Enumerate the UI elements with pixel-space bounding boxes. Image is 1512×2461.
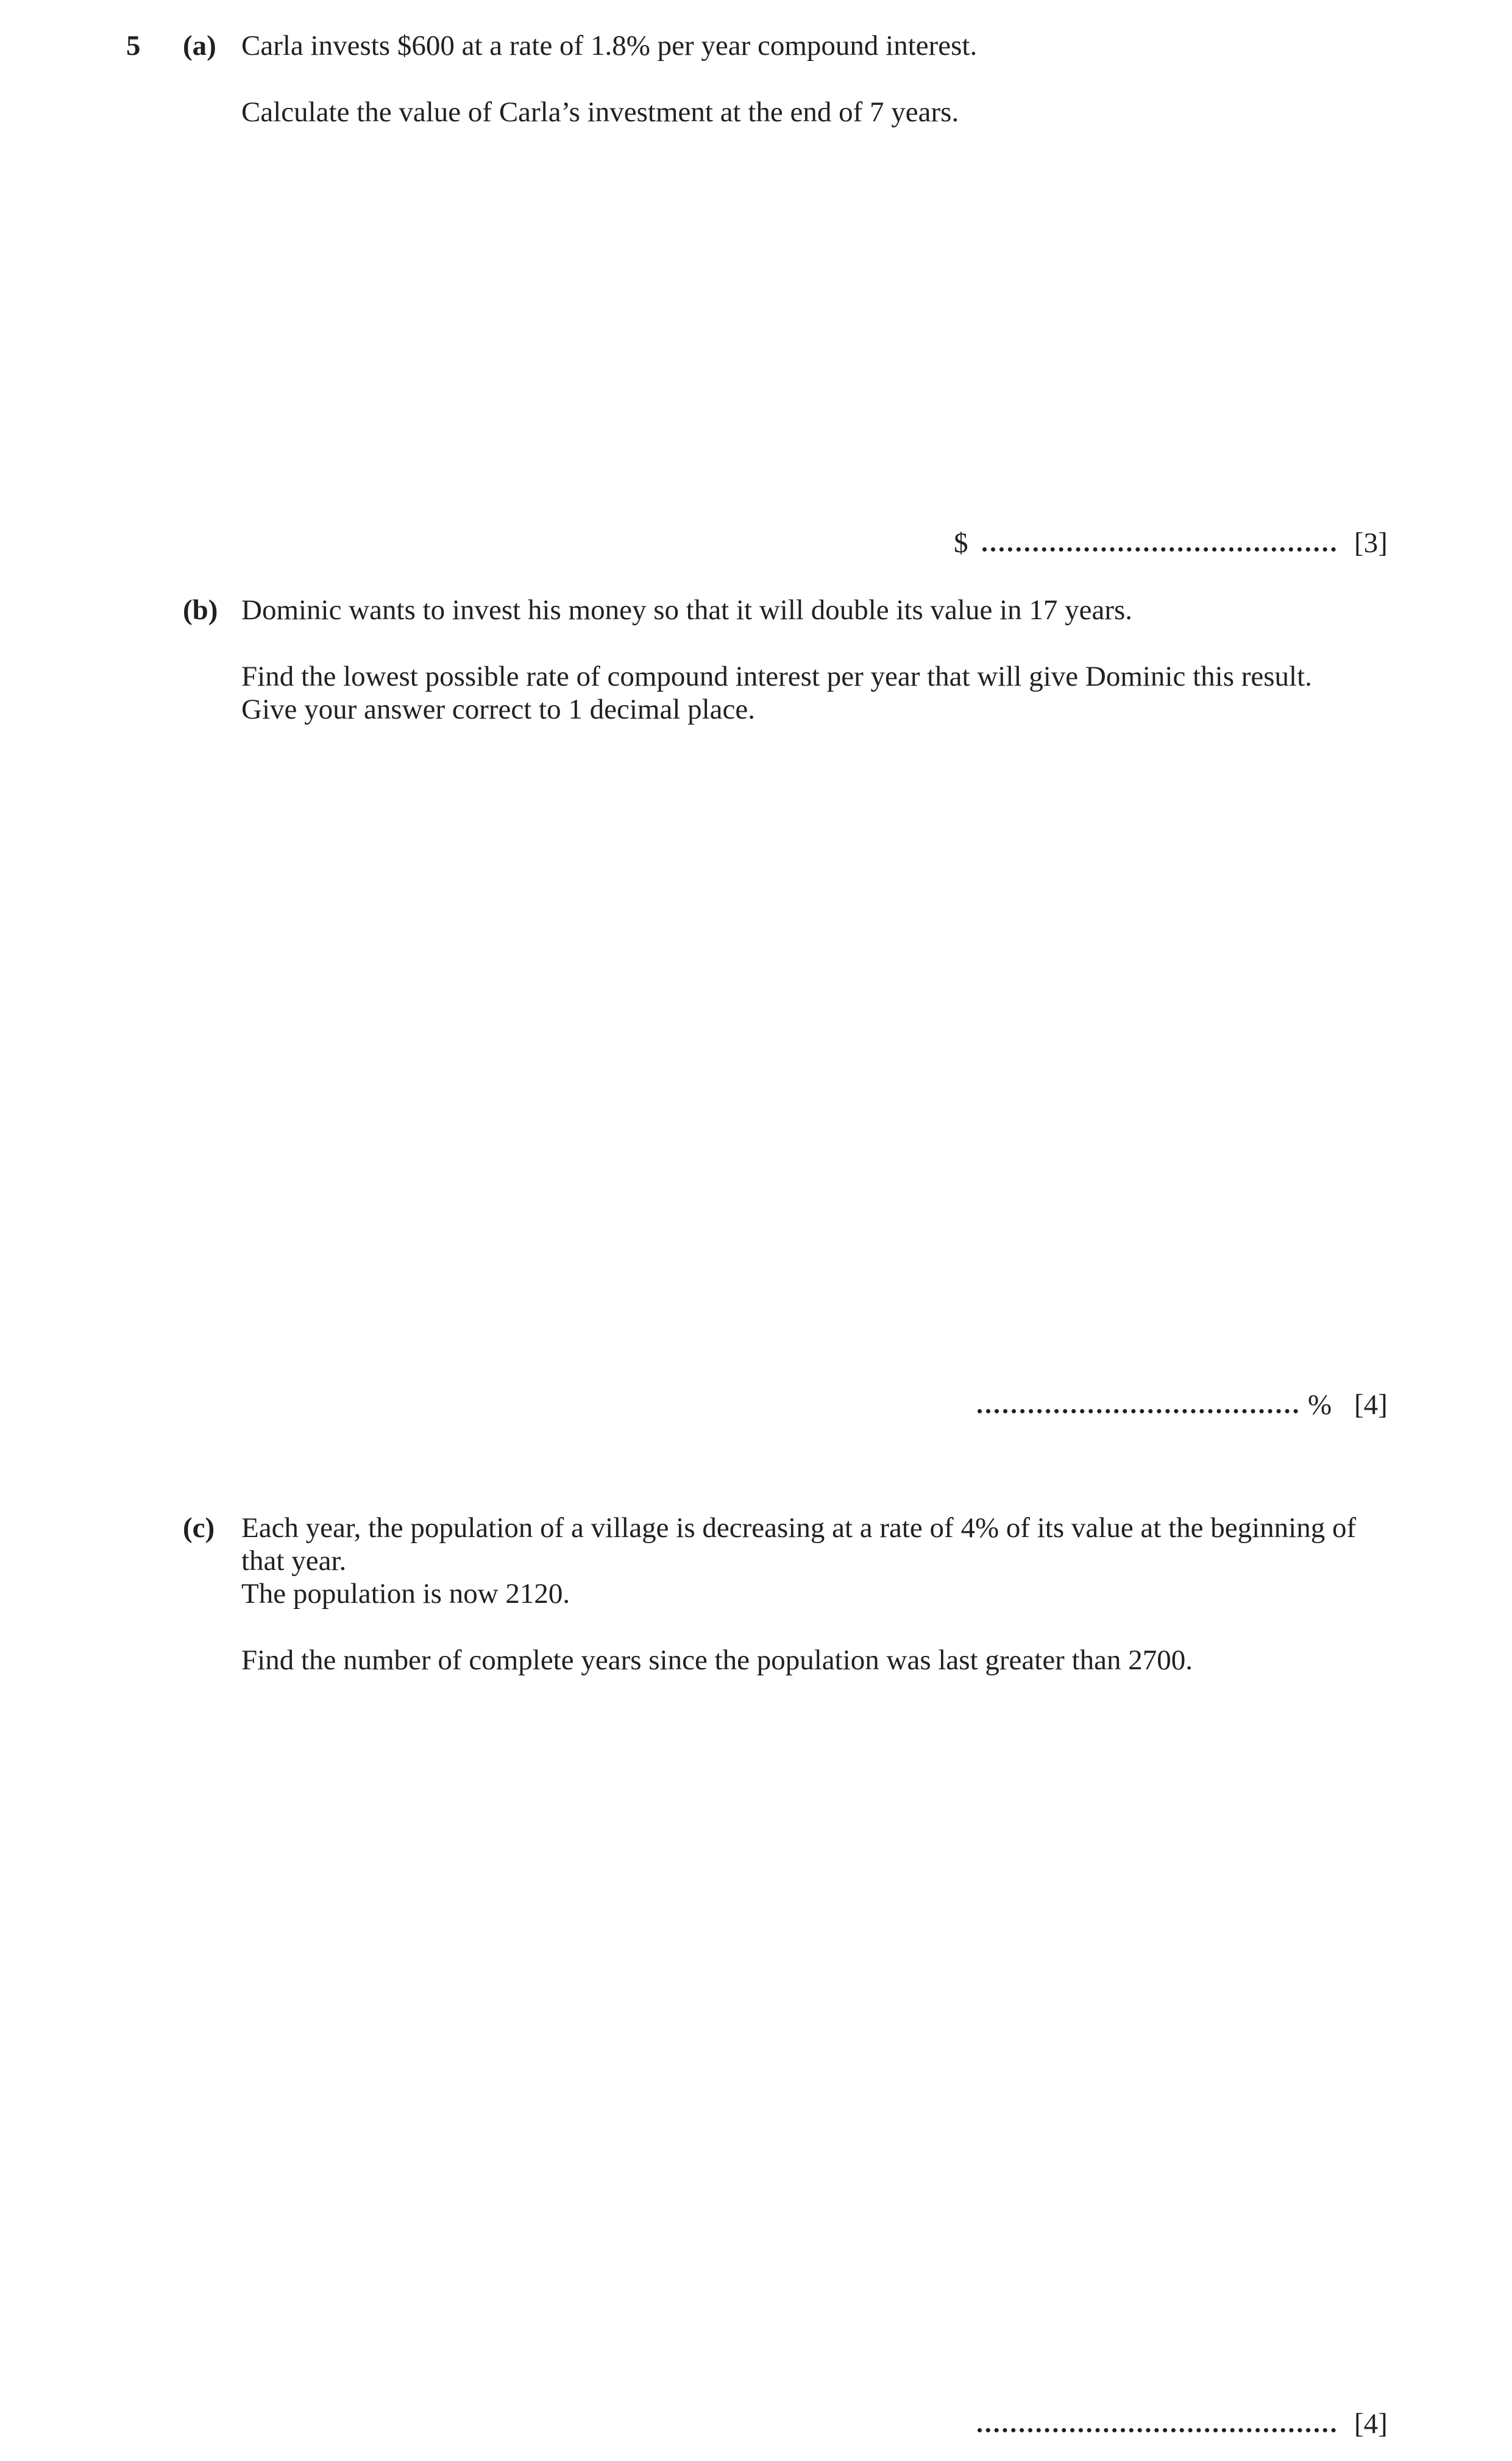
part-c-question-text-line1: Each year, the population of a village is decreasing at a rate of 4% of its value at the beginning of	[241, 1512, 1357, 1544]
part-a-marks: [3]	[1354, 527, 1388, 559]
part-a-answer-line[interactable]	[982, 547, 1336, 552]
part-b-question-text: Dominic wants to invest his money so that it will double its value in 17 years.	[241, 594, 1133, 626]
part-b-marks: [4]	[1354, 1389, 1388, 1421]
part-c-population-now: The population is now 2120.	[241, 1578, 570, 1610]
part-b-label: (b)	[183, 594, 218, 626]
part-a-dollar-sign: $	[954, 527, 968, 559]
part-b-precision-note: Give your answer correct to 1 decimal place.	[241, 694, 756, 725]
part-c-answer-line[interactable]	[978, 2428, 1336, 2432]
part-b-instruction: Find the lowest possible rate of compound interest per year that will give Dominic this result.	[241, 661, 1312, 692]
part-c-instruction: Find the number of complete years since the population was last greater than 2700.	[241, 1644, 1193, 1676]
part-c-question-text-line2: that year.	[241, 1545, 347, 1577]
part-a-label: (a)	[183, 30, 216, 62]
part-a-instruction: Calculate the value of Carla’s investment at the end of 7 years.	[241, 96, 959, 128]
part-b-percent-sign: %	[1308, 1389, 1332, 1421]
part-c-marks: [4]	[1354, 2408, 1388, 2440]
question-number: 5	[126, 30, 141, 62]
part-a-question-text: Carla invests $600 at a rate of 1.8% per year compound interest.	[241, 30, 978, 62]
part-b-answer-line[interactable]	[978, 1409, 1298, 1413]
part-c-label: (c)	[183, 1512, 215, 1544]
